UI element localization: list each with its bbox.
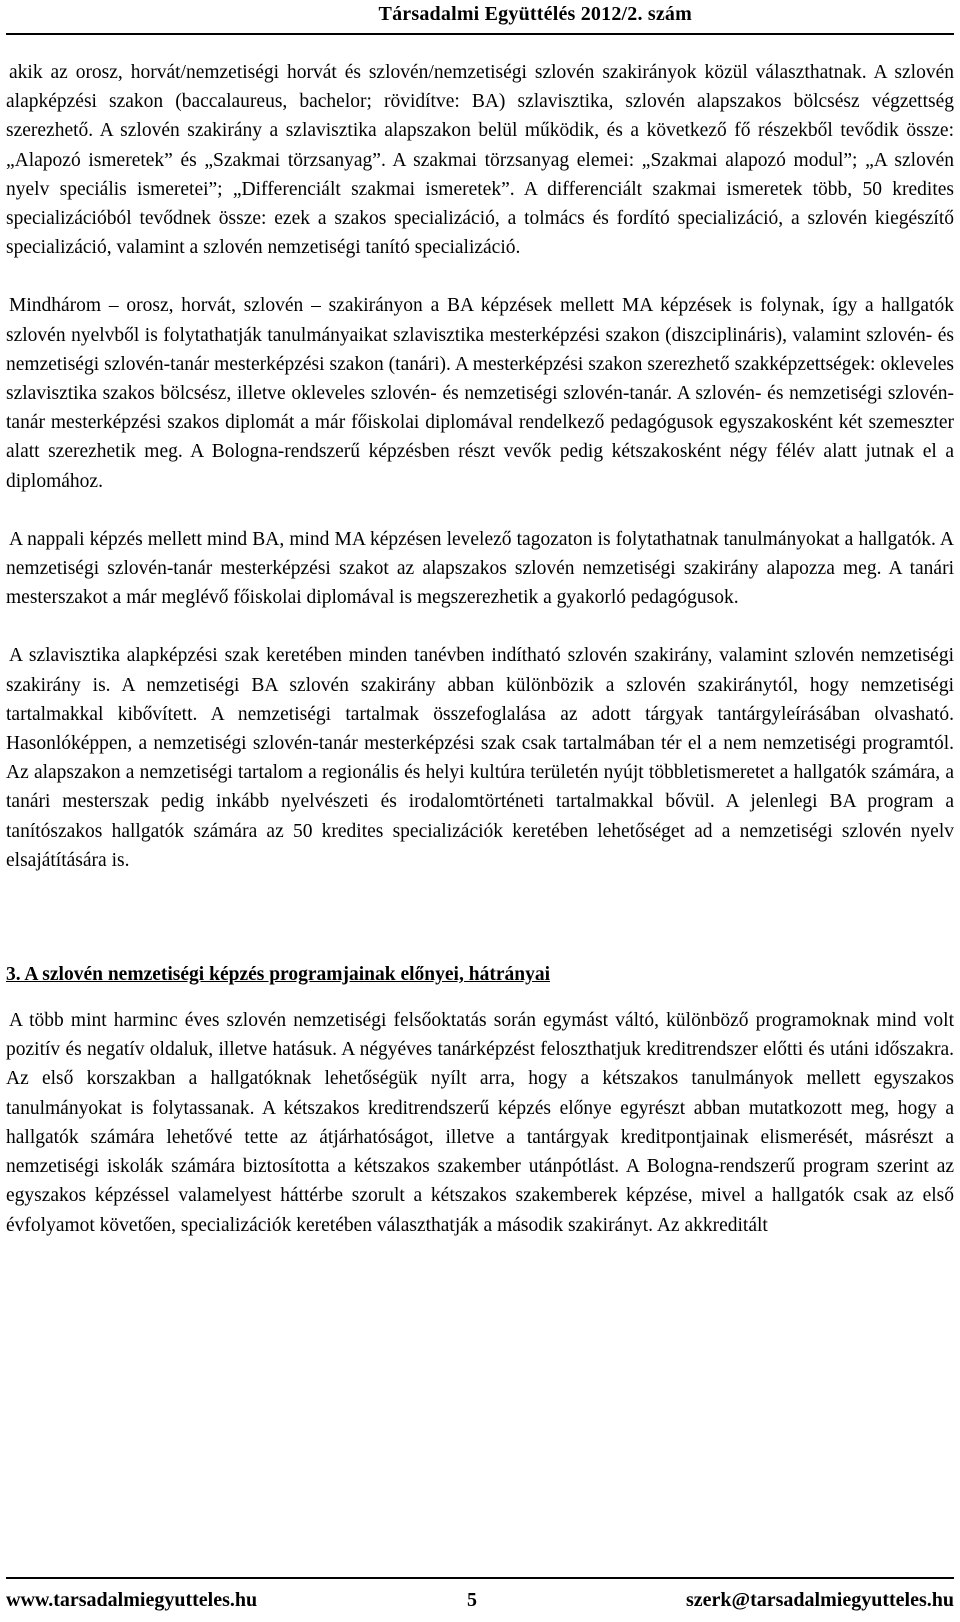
footer-email-link[interactable]: szerk@tarsadalmiegyutteles.hu xyxy=(685,1589,954,1611)
paragraph-4: A szlavisztika alapképzési szak keretében minden tanévben indítható szlovén szakirány, valamint szlovén nemzetiségi szakirány is. A nemzetiségi BA szlovén szakirány abban különbözik a szlovén szakiránytól, hogy nemzetiségi tartalmakkal kibővített. A nemzetiségi tartalmak összefoglalása az adott tárgyak tantárgyleírásában olvasható. Hasonlóképpen, a nemzetiségi szlovén-tanár mesterképzési szak csak tartalmában tér el a nem nemzetiségi programtól. Az alapszakon a nemzetiségi tartalom a regionális és helyi kultúra területén nyújt többletismeretet a hallgatók számára, a tanári mesterszak pedig inkább nyelvészeti és irodalomtörténeti tartalmakkal bővül. A jelenlegi BA program a tanítószakos hallgatók számára az 50 kredites specializációk keretében lehetőséget ad a nemzetiségi szlovén nyelv elsajátítására is. xyxy=(6,645,954,871)
footer-divider xyxy=(6,1577,954,1579)
paragraph-3: A nappali képzés mellett mind BA, mind MA képzésen levelező tagozaton is folytathatnak tanulmányokat a hallgatók. A nemzetiségi szlovén-tanár mesterképzési szakot az alapszakos szlovén nemzetiségi szakirány alapozza meg. A tanári mesterszakot a már meglévő főiskolai diplomával is megszerezhetik a gyakorló pedagógusok. xyxy=(6,528,954,609)
section-heading: 3. A szlovén nemzetiségi képzés programjainak előnyei, hátrányai xyxy=(6,964,550,986)
page-header xyxy=(0,0,960,30)
paragraph-5: A több mint harminc éves szlovén nemzetiségi felsőoktatás során egymást váltó, különböző programoknak mind volt pozitív és negatív oldaluk, illetve hatásuk. A négyéves tanárképzést feloszthatjuk kreditrendszer előtti és utáni időszakra. Az első korszakban a hallgatóknak lehetőségük nyílt arra, hogy a kétszakos tanulmányok mellett egyszakos tanulmányokat is folytassanak. A kétszakos kreditrendszerű képzés előnye egyrészt abban mutatkozott meg, hogy a hallgatók számára lehetővé tette az átjárhatóságot, illetve a tantárgyak kreditpontjainak elismerését, másrészt a nemzetiségi iskolák számára biztosította a kétszakos szakember utánpótlást. A Bologna-rendszerű program szerint az egyszakos képzéssel valamelyest háttérbe szorult a kétszakos szakemberek képzése, mivel a hallgatók csak az első évfolyamot követően, specializációk keretében választhatják a második szakirányt. Az akkreditált xyxy=(6,1010,954,1236)
paragraph-1: akik az orosz, horvát/nemzetiségi horvát és szlovén/nemzetiségi szlovén szakirányok közül választhatnak. A szlovén alapképzési szakon (baccalaureus, bachelor; rövidítve: BA) szlavisztika, szlovén alapszakos bölcsész végzettség szerezhető. A szlovén szakirány a szlavisztika alapszakon belül működik, és a következő fő részekből tevődik össze: „Alapozó ismeretek” és „Szakmai törzsanyag”. A szakmai törzsanyag elemei: „Szakmai alapozó modul”; „A szlovén nyelv speciális ismeretei”; „Differenciált szakmai ismeretek”. A differenciált szakmai ismeretek több, 50 kredites specializációból tevődnek össze: ezek a szakos specializáció, a tolmács és fordító specializáció, a szlovén kiegészítő specializáció, valamint a szlovén nemzetiségi tanító specializáció. xyxy=(6,62,954,259)
journal-title: Társadalmi Együttélés 2012/2. szám xyxy=(378,3,692,25)
article-body xyxy=(6,58,954,1240)
header-divider xyxy=(6,33,954,35)
page-footer xyxy=(0,1577,960,1622)
footer-website-link[interactable]: www.tarsadalmiegyutteles.hu xyxy=(6,1589,258,1611)
page-number: 5 xyxy=(467,1589,477,1611)
paragraph-2: Mindhárom – orosz, horvát, szlovén – szakirányon a BA képzések mellett MA képzések is folynak, így a hallgatók szlovén nyelvből is folytathatják tanulmányaikat szlavisztika mesterképzési szakon (diszciplináris), valamint szlovén- és nemzetiségi szlovén-tanár mesterképzési szakon (tanári). A mesterképzési szakon szerezhető szakképzettségek: okleveles szlavisztika szakos bölcsész, illetve okleveles szlovén- és nemzetiségi szlovén-tanár. A szlovén- és nemzetiségi szlovén-tanár mesterképzési szakos diplomát a már főiskolai diplomával rendelkező pedagógusok egyszakosként két szemeszter alatt szerezhetik meg. A Bologna-rendszerű képzésben részt vevők pedig kétszakosként négy félév alatt jutnak el a diplomához. xyxy=(6,295,954,492)
